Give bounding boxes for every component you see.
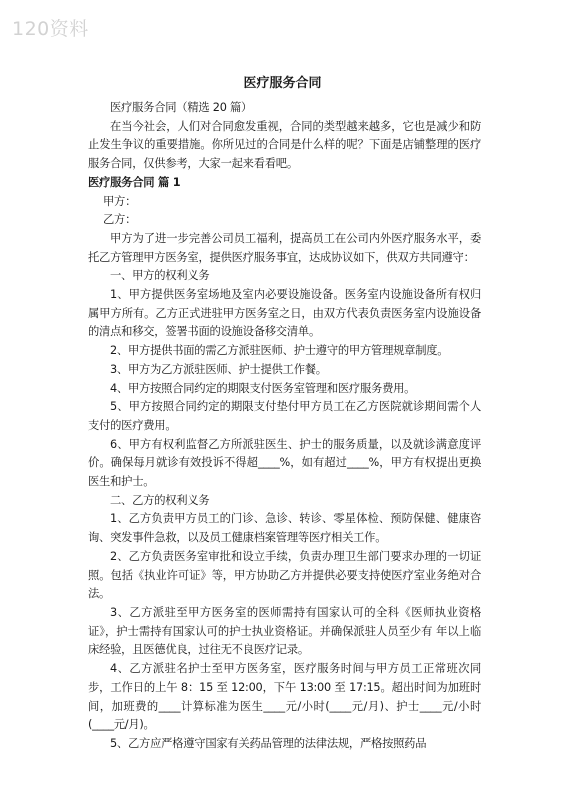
part1-item-6: 6、甲方有权利监督乙方所派驻医生、护士的服务质量，以及就诊满意度评价。确保每月就诊有效投诉不得超____%，如有超过____%，甲方有权提出更换医生和护士。 [88, 437, 481, 489]
preamble-paragraph: 甲方为了进一步完善公司员工福利，提高员工在公司内外医疗服务水平，委托乙方管理甲方医务室，提供医疗服务事宜，达成协议如下，供双方共同遵守： [88, 231, 481, 264]
document-subtitle: 医疗服务合同（精选 20 篇） [110, 101, 253, 114]
part1-item-4: 4、甲方按照合同约定的期限支付医务室管理和医疗服务费用。 [110, 381, 416, 395]
part1-item-2: 2、甲方提供书面的需乙方派驻医师、护士遵守的甲方管理规章制度。 [110, 344, 449, 358]
part1-item-3: 3、甲方为乙方派驻医师、护士提供工作餐。 [110, 362, 327, 376]
section-heading: 医疗服务合同 篇 1 [88, 175, 181, 189]
part2-item-3: 3、乙方派驻至甲方医务室的医师需持有国家认可的全科《医师执业资格证》，护士需持有国家认可的护士执业资格证。并确保派驻人员至少有 年以上临床经验，且医德优良，过往无不良医疗记录。 [88, 605, 481, 657]
party-b-line: 乙方： [103, 213, 137, 227]
part2-item-2: 2、乙方负责医务室审批和设立手续，负责办理卫生部门要求办理的一切证照。包括《执业许可证》等，甲方协助乙方并提供必要支持使医疗室业务绝对合法。 [88, 549, 481, 601]
intro-paragraph: 在当今社会，人们对合同愈发重视，合同的类型越来越多，它也是减少和防止发生争议的重要措施。你所见过的合同是什么样的呢？下面是店铺整理的医疗服务合同，仅供参考，大家一起来看看吧。 [88, 119, 481, 171]
watermark-logo: 120资料 [12, 18, 89, 40]
party-a-line: 甲方： [103, 194, 137, 208]
part2-heading: 二、乙方的权利义务 [110, 493, 210, 507]
part2-item-5: 5、乙方应严格遵守国家有关药品管理的法律法规，严格按照药品 [110, 736, 427, 750]
part2-item-1: 1、乙方负责甲方员工的门诊、急诊、转诊、零星体检、预防保健、健康咨询、突发事件急救，以及员工健康档案管理等医疗相关工作。 [88, 512, 481, 545]
document-body [88, 99, 481, 754]
part1-item-5: 5、甲方按照合同约定的期限支付垫付甲方员工在乙方医院就诊期间需个人支付的医疗费用。 [88, 400, 481, 432]
part2-item-4: 4、乙方派驻名护士至甲方医务室，医疗服务时间与甲方员工正常班次同步，工作日的上午 8：15 至 12:00，下午 13:00 至 17:15。超出时间为加班时间，加班费的____计算标准为医生____元/小时(____元/月)、护士____元/小时(____元/月)。 [88, 662, 481, 732]
document-title: 医疗服务合同 [243, 76, 322, 91]
part1-item-1: 1、甲方提供医务室场地及室内必要设施设备。医务室内设施设备所有权归属甲方所有。乙方正式进驻甲方医务室之日，由双方代表负责医务室内设施设备的清点和移交，签署书面的设施设备移交清单。 [88, 288, 481, 339]
part1-heading: 一、甲方的权利义务 [110, 269, 210, 283]
